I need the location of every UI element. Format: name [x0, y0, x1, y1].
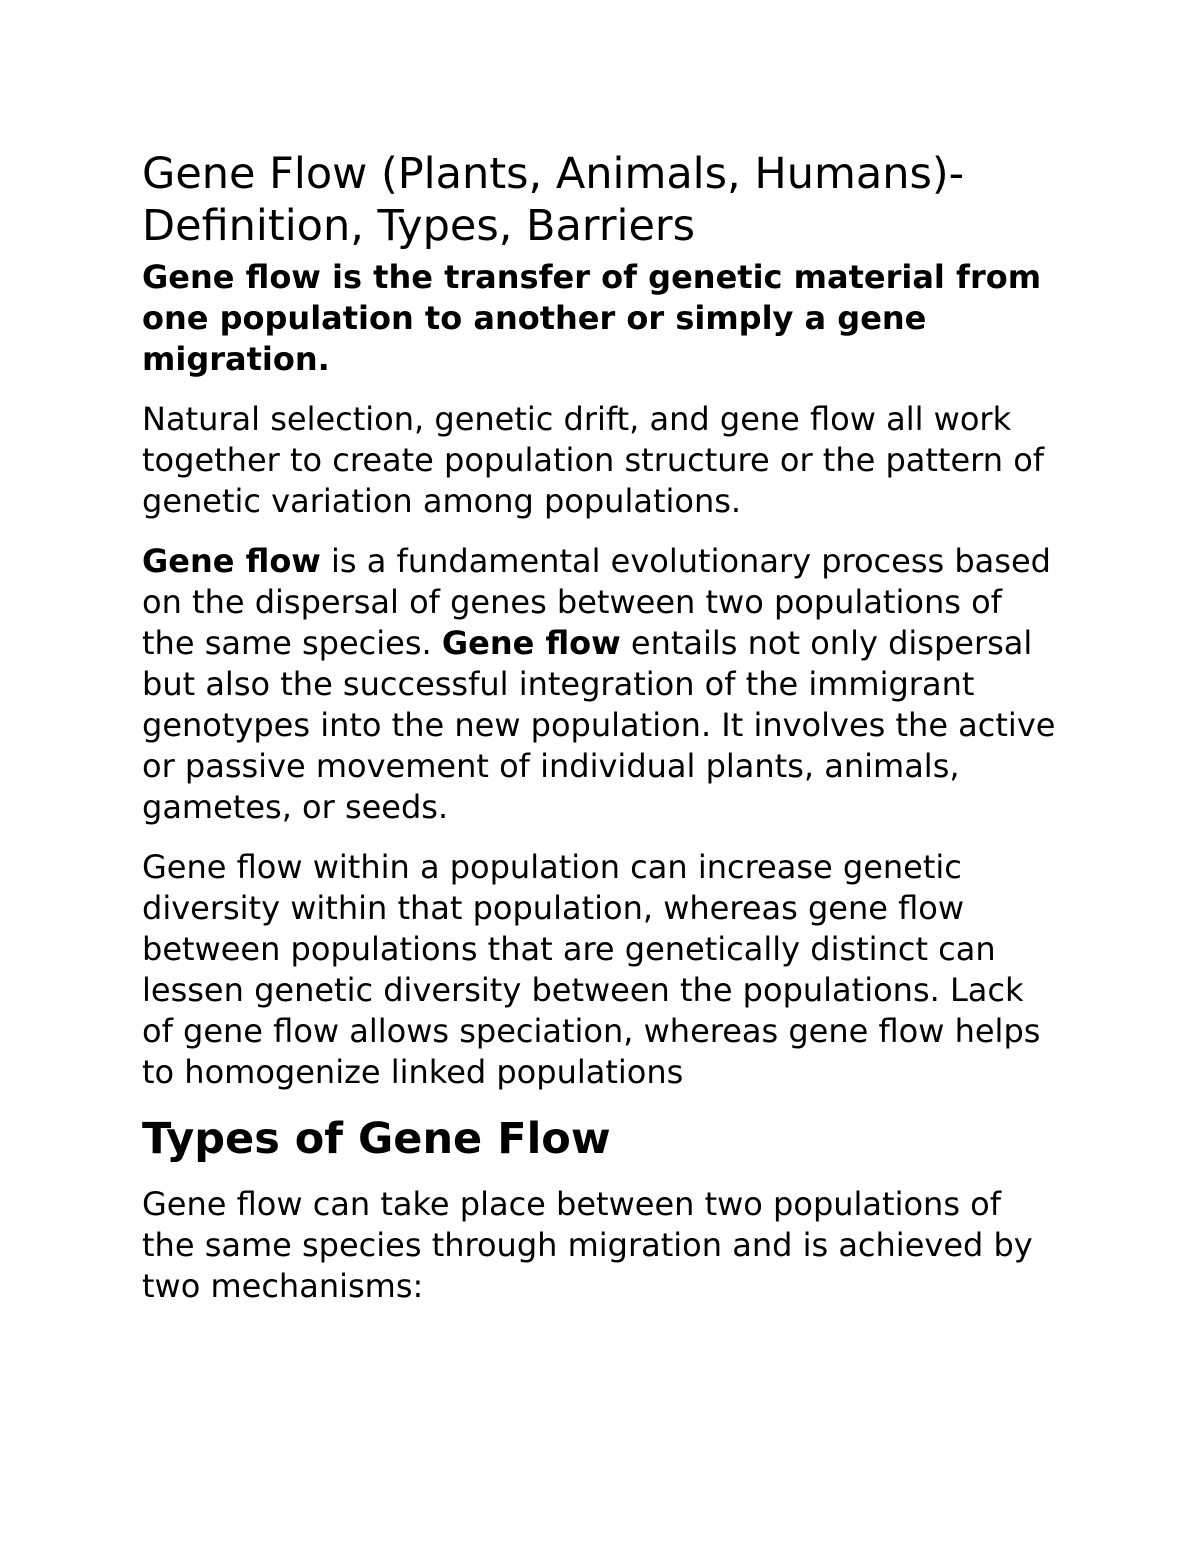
paragraph-mechanisms: Gene flow can take place between two populations of the same species through migration and is achieved by two mechanisms:: [142, 1185, 1033, 1305]
bold-term-gene-flow: Gene flow: [142, 542, 321, 580]
lead-paragraph: Gene flow is the transfer of genetic material from one population to another or simply a gene migration.: [142, 258, 1042, 378]
bold-term-gene-flow: Gene flow: [441, 624, 621, 662]
document-page: [142, 148, 1062, 1307]
paragraph-text: is a fundamental evolutionary process based on the dispersal of genes between two populations of the same species.: [142, 542, 1051, 662]
title-line-2: Definition, Types, Barriers: [142, 201, 695, 251]
paragraph-genetic-diversity: Gene flow within a population can increase genetic diversity within that population, whereas gene flow between populations that are genetically distinct can lessen genetic diversity between the populations. Lack of gene flow allows speciation, whereas gene flow helps to homogenize linked populations: [142, 848, 1041, 1091]
section-heading-types: Types of Gene Flow: [142, 1114, 611, 1164]
title-line-1: Gene Flow (Plants, Animals, Humans)-: [142, 149, 965, 199]
paragraph-natural-selection: Natural selection, genetic drift, and gene flow all work together to create population structure or the pattern of genetic variation among populations.: [142, 400, 1045, 520]
document-title: [142, 148, 1062, 252]
paragraph-text: entails not only dispersal but also the successful integration of the immigrant genotypes into the new population. It involves the active or passive movement of individual plants, animals, gametes, or seeds.: [142, 624, 1056, 826]
paragraph-gene-flow-process: [142, 541, 1062, 828]
